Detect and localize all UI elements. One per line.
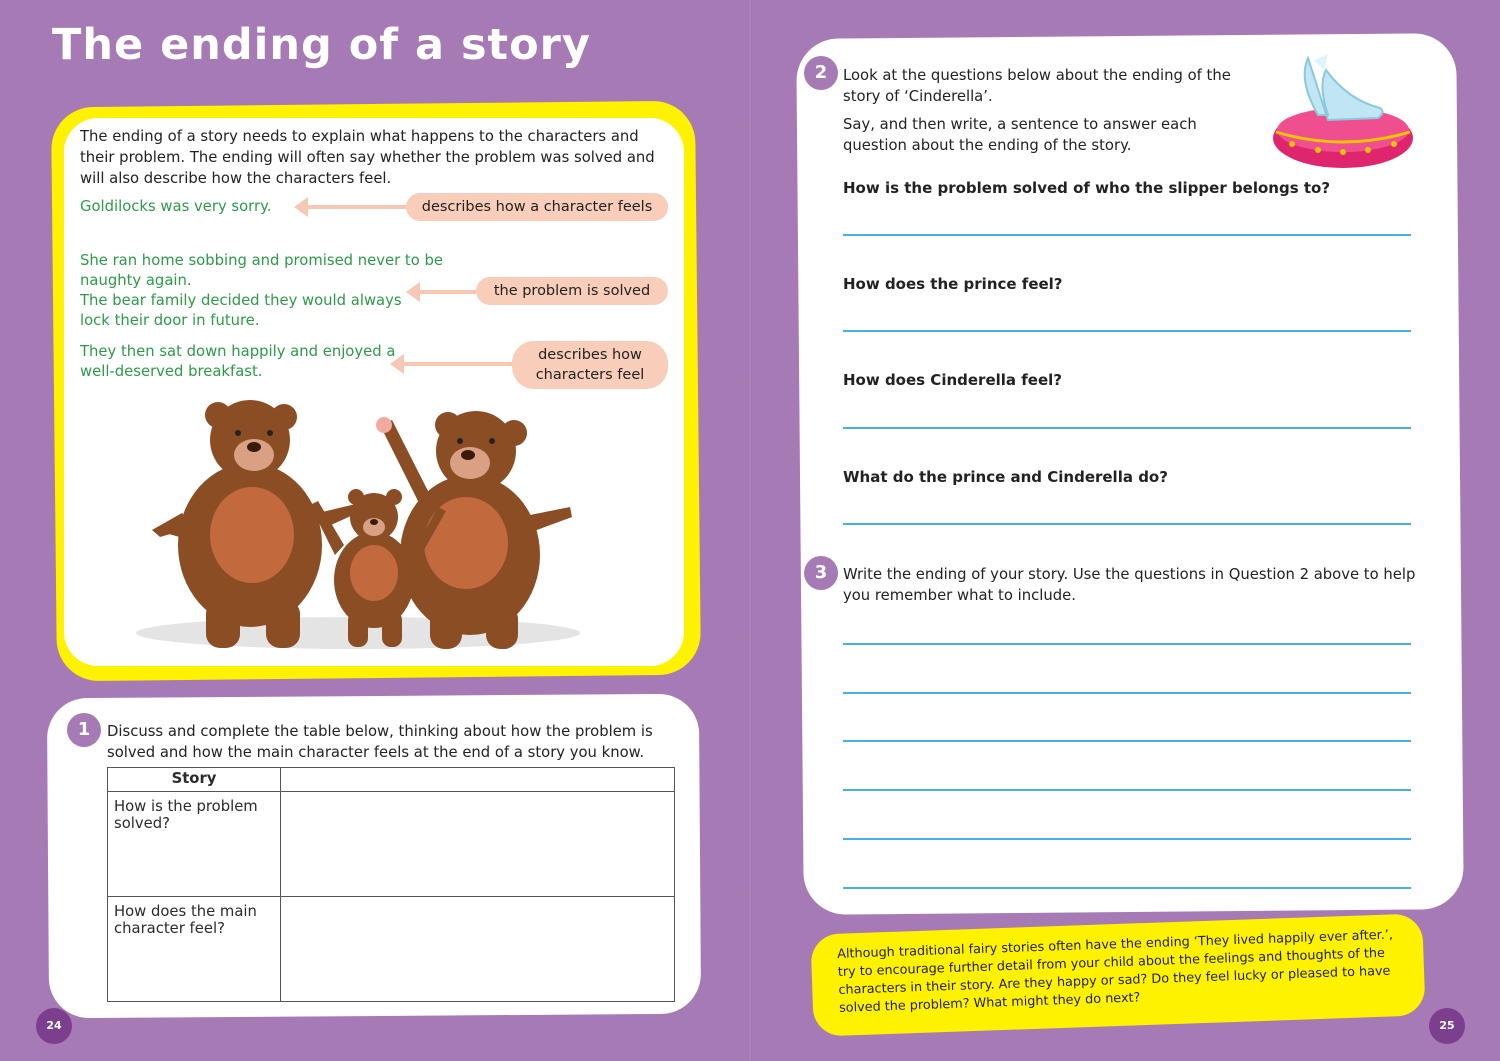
arrow-2 — [418, 290, 480, 294]
intro-text: The ending of a story needs to explain what happens to the characters and their problem. The ending will often say whether the problem was solved and will also describe how the characters feel. — [80, 128, 655, 187]
answer-line-2b[interactable] — [843, 330, 1411, 332]
question-3-line-2: you remember what to include. — [843, 587, 1076, 604]
question-3-badge: 3 — [804, 556, 838, 590]
page-number-left: 24 — [36, 1008, 72, 1044]
page-title: The ending of a story — [52, 20, 591, 70]
character-feel-label: How does the main character feel? — [108, 897, 281, 1002]
arrow-1 — [306, 205, 410, 209]
question-2d: What do the prince and Cinderella do? — [843, 468, 1168, 486]
question-2a: How is the problem solved of who the slipper belongs to? — [843, 179, 1331, 197]
spread-gutter — [748, 0, 752, 1061]
story-answer-cell[interactable] — [281, 768, 675, 792]
page-number-right: 25 — [1429, 1008, 1465, 1044]
question-2-text — [843, 65, 1231, 156]
problem-solved-label: How is the problem solved? — [108, 792, 281, 897]
story-header: Story — [108, 768, 281, 792]
example-text-2 — [80, 251, 443, 331]
story-line-3[interactable] — [843, 740, 1411, 742]
story-line-5[interactable] — [843, 838, 1411, 840]
label-pill-2: the problem is solved — [476, 277, 668, 305]
question-3-line-1: Write the ending of your story. Use the questions in Question 2 above to help — [843, 566, 1416, 583]
question-1-line-1: Discuss and complete the table below, thinking about how the problem is — [107, 723, 653, 740]
label-pill-1: describes how a character feels — [406, 193, 668, 221]
question-3-text — [843, 564, 1415, 606]
answer-line-2d[interactable] — [843, 523, 1411, 525]
example-3-line-1: They then sat down happily and enjoyed a — [80, 343, 396, 360]
story-table — [107, 767, 675, 1002]
example-3-line-2: well-deserved breakfast. — [80, 363, 263, 380]
story-line-1[interactable] — [843, 643, 1411, 645]
story-line-2[interactable] — [843, 692, 1411, 694]
example-2-line-3: The bear family decided they would always — [80, 292, 402, 309]
question-2-line-1: Look at the questions below about the ending of the — [843, 67, 1231, 84]
parent-tip-text: Although traditional fairy stories often have the ending ‘They lived happily ever after.’, try to encourage further detail from your child about the feelings and thoughts of the characters in their story. Are they happy or sad? Do they feel lucky or pleased to have solved the problem? What might they do next? — [836, 927, 1394, 1016]
label-3-line-1: describes how — [538, 347, 642, 363]
glass-slipper-icon — [1268, 40, 1418, 172]
three-bears-illustration — [130, 395, 590, 655]
story-line-4[interactable] — [843, 789, 1411, 791]
label-3-line-2: characters feel — [535, 367, 645, 383]
question-1-badge: 1 — [67, 713, 101, 747]
example-text-3 — [80, 342, 395, 382]
question-1-line-2: solved and how the main character feels at the end of a story you know. — [107, 744, 645, 761]
answer-line-2a[interactable] — [843, 234, 1411, 236]
example-2-line-4: lock their door in future. — [80, 312, 260, 329]
label-pill-3 — [512, 341, 668, 389]
question-2c: How does Cinderella feel? — [843, 371, 1062, 389]
character-feel-answer-cell[interactable] — [281, 897, 675, 1002]
arrow-3 — [402, 362, 516, 366]
problem-solved-answer-cell[interactable] — [281, 792, 675, 897]
example-text-1: Goldilocks was very sorry. — [80, 198, 272, 215]
answer-line-2c[interactable] — [843, 427, 1411, 429]
question-2-badge: 2 — [804, 56, 838, 90]
story-line-6[interactable] — [843, 887, 1411, 889]
question-2-line-2: story of ‘Cinderella’. — [843, 88, 993, 105]
question-2b: How does the prince feel? — [843, 275, 1063, 293]
question-1-text — [107, 721, 653, 763]
example-2-line-2: naughty again. — [80, 272, 192, 289]
example-2-line-1: She ran home sobbing and promised never to be — [80, 252, 443, 269]
question-2-line-3: Say, and then write, a sentence to answer each — [843, 116, 1197, 133]
question-2-line-4: question about the ending of the story. — [843, 137, 1132, 154]
